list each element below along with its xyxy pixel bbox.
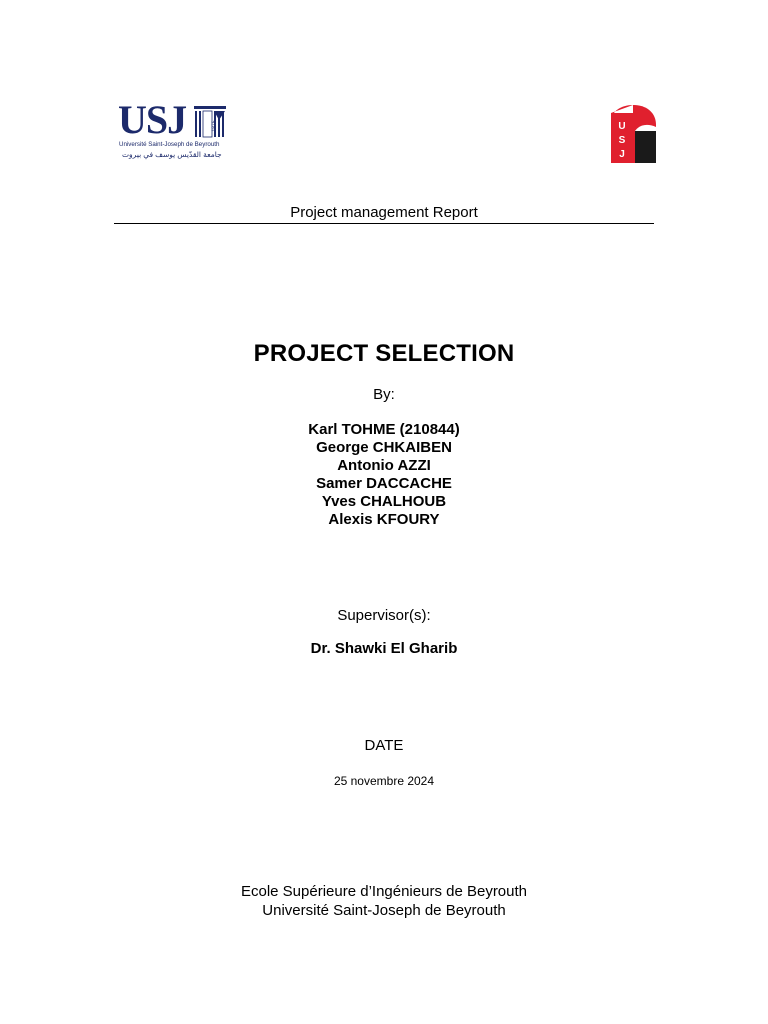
usj-subtitle-fr: Université Saint-Joseph de Beyrouth — [119, 141, 220, 148]
author-list — [0, 421, 768, 529]
supervisor-label: Supervisor(s): — [337, 607, 431, 624]
author-name: George CHKAIBEN — [316, 439, 452, 456]
author-name: Alexis KFOURY — [328, 511, 440, 528]
date-value: 25 novembre 2024 — [333, 774, 435, 788]
page-title: PROJECT SELECTION — [253, 340, 515, 367]
emblem-letter-j: J — [619, 149, 625, 160]
emblem-letter-s: S — [618, 135, 626, 146]
emblem-letter-u: U — [618, 121, 626, 132]
usj-emblem-icon — [611, 105, 656, 163]
header-divider — [114, 223, 654, 224]
pillars-icon — [194, 106, 226, 138]
by-label: By: — [373, 386, 395, 403]
footer-institution — [0, 882, 768, 920]
report-type: Project management Report — [290, 204, 478, 221]
author-name: Karl TOHME (210844) — [308, 421, 460, 438]
usj-subtitle-ar: جامعة القدّيس يوسف في بيروت — [122, 150, 222, 159]
author-name: Yves CHALHOUB — [321, 493, 447, 510]
university-name: Université Saint-Joseph de Beyrouth — [262, 902, 506, 919]
school-name: Ecole Supérieure d’Ingénieurs de Beyrouth — [240, 883, 528, 900]
author-name: Samer DACCACHE — [316, 475, 452, 492]
supervisor-name: Dr. Shawki El Gharib — [310, 640, 458, 657]
usj-logo-left — [118, 97, 228, 162]
usj-year: 1875 — [211, 120, 218, 132]
author-name: Antonio AZZI — [337, 457, 431, 474]
usj-logo-right — [611, 105, 656, 163]
usj-wordmark: USJ — [118, 97, 187, 142]
date-label: DATE — [364, 737, 404, 754]
